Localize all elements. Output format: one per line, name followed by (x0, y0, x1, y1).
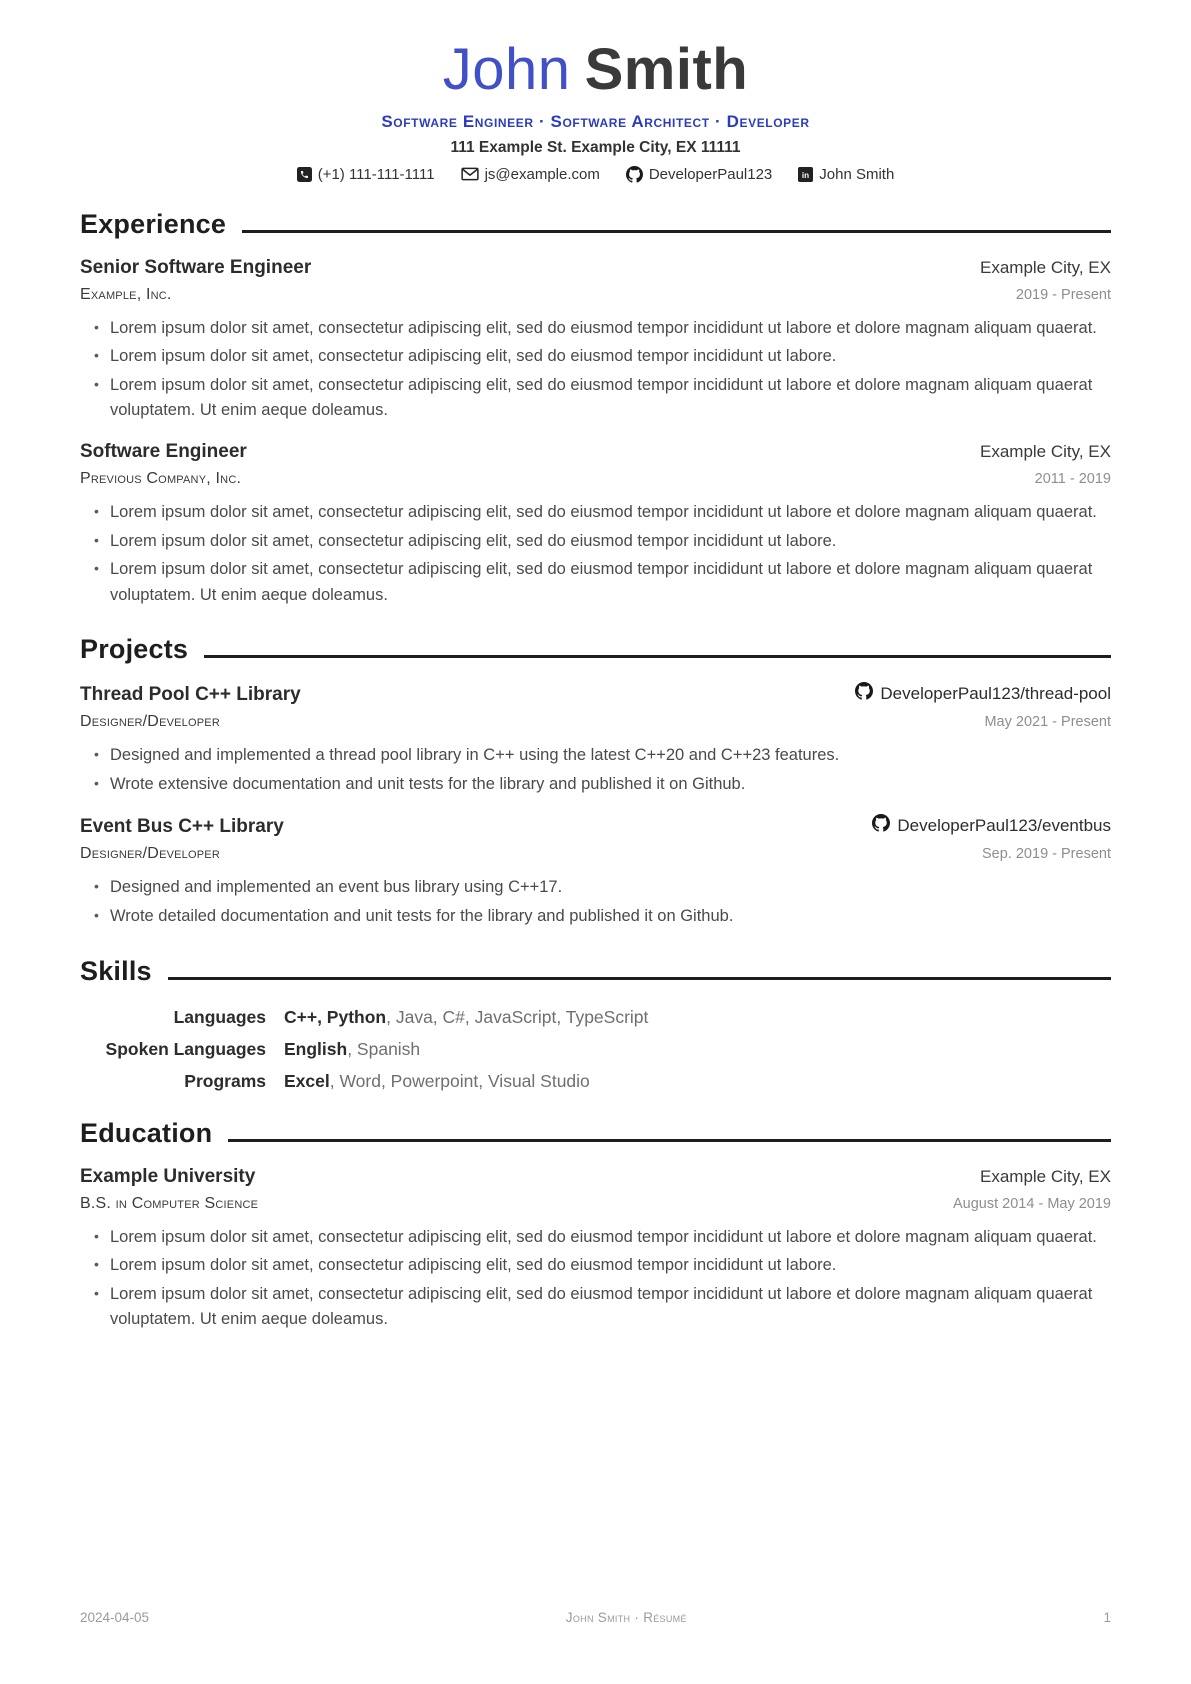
job-title: Senior Software Engineer (80, 256, 312, 278)
svg-text:in: in (802, 170, 810, 180)
skills-section (80, 956, 1111, 1092)
phone-contact[interactable] (297, 166, 435, 183)
experience-heading: Experience (80, 208, 227, 239)
footer-date: 2024-04-05 (80, 1610, 150, 1625)
contact-row (80, 166, 1111, 183)
skill-values (284, 1007, 648, 1028)
projects-section (80, 634, 1111, 929)
job-dates: 2011 - 2019 (1034, 471, 1111, 488)
skill-category-label: Spoken Languages (105, 1038, 266, 1059)
project-bullet-list (80, 875, 1111, 929)
phone-number: (+1) 111-111-1111 (317, 165, 435, 183)
degree-name: B.S. in Computer Science (80, 1194, 259, 1212)
education-dates: August 2014 - May 2019 (953, 1195, 1111, 1212)
job-location: Example City, EX (979, 257, 1111, 277)
page-footer (80, 1610, 1111, 1625)
section-rule (228, 1139, 1111, 1142)
github-icon (626, 166, 643, 183)
project-bullet: • Designed and implemented a thread pool library in C++ using the latest C++20 and C++23 features. (80, 743, 1111, 769)
repo-path: DeveloperPaul123/eventbus (897, 815, 1111, 835)
education-heading-row (80, 1118, 1111, 1149)
footer-page-number: 1 (1103, 1610, 1111, 1625)
skill-rest: , Java, C#, JavaScript, TypeScript (386, 1006, 649, 1027)
school-name: Example University (80, 1165, 256, 1187)
footer-title: John Smith · Résumé (565, 1610, 687, 1625)
company-name: Example, Inc. (80, 285, 172, 303)
skill-highlight: English (284, 1038, 348, 1059)
github-icon (855, 682, 873, 705)
project-bullet: • Designed and implemented an event bus library using C++17. (80, 875, 1111, 901)
skills-heading: Skills (80, 955, 152, 986)
candidate-name (80, 38, 1111, 102)
first-name: John (442, 37, 571, 102)
experience-section (80, 209, 1111, 609)
email-address: js@example.com (484, 165, 600, 183)
repo-path: DeveloperPaul123/thread-pool (880, 683, 1111, 703)
section-rule (168, 977, 1111, 980)
project-bullet: • Wrote detailed documentation and unit tests for the library and published it on Github. (80, 904, 1111, 930)
job-bullet: • Lorem ipsum dolor sit amet, consectetur adipiscing elit, sed do eiusmod tempor incididunt ut labore. (80, 529, 1111, 555)
project-title: Thread Pool C++ Library (80, 684, 301, 706)
project-role: Designer/Developer (80, 713, 220, 731)
skill-rest: , Spanish (347, 1038, 421, 1059)
project-bullet-list (80, 743, 1111, 797)
job-bullet: • Lorem ipsum dolor sit amet, consectetur adipiscing elit, sed do eiusmod tempor incididunt ut labore et dolore magnam aliquam quaerat voluptatem. Ut enim aeque doleamus. (80, 557, 1111, 608)
skills-row (80, 1007, 1111, 1028)
project-entry (80, 682, 1111, 797)
education-bullet: • Lorem ipsum dolor sit amet, consectetur adipiscing elit, sed do eiusmod tempor incididunt ut labore et dolore magnam aliquam quaerat. (80, 1225, 1111, 1251)
projects-heading: Projects (80, 634, 189, 665)
education-section (80, 1118, 1111, 1333)
education-heading: Education (80, 1117, 213, 1148)
last-name: Smith (584, 37, 749, 102)
skill-values (284, 1039, 420, 1060)
job-bullet-list (80, 500, 1111, 608)
project-repo-link[interactable] (855, 682, 1111, 705)
skill-category-label: Languages (173, 1006, 266, 1027)
experience-heading-row (80, 209, 1111, 240)
project-title: Event Bus C++ Library (80, 816, 284, 838)
skill-highlight: Excel (284, 1070, 330, 1091)
section-rule (242, 230, 1111, 233)
email-icon (461, 167, 479, 181)
github-icon (872, 814, 890, 837)
phone-icon (297, 167, 312, 182)
linkedin-name: John Smith (819, 165, 895, 183)
project-dates: Sep. 2019 - Present (982, 846, 1111, 863)
experience-entry (80, 257, 1111, 424)
resume-header (80, 38, 1111, 183)
tagline: Software Engineer · Software Architect · Developer (381, 111, 810, 131)
project-repo-link[interactable] (872, 814, 1111, 837)
email-contact[interactable] (461, 166, 600, 183)
linkedin-icon (798, 167, 813, 182)
education-bullet: • Lorem ipsum dolor sit amet, consectetur adipiscing elit, sed do eiusmod tempor incididunt ut labore. (80, 1253, 1111, 1279)
skills-heading-row (80, 956, 1111, 987)
job-bullet-list (80, 316, 1111, 424)
project-dates: May 2021 - Present (984, 714, 1111, 731)
job-bullet: • Lorem ipsum dolor sit amet, consectetur adipiscing elit, sed do eiusmod tempor incididunt ut labore et dolore magnam aliquam quaerat. (80, 500, 1111, 526)
projects-heading-row (80, 634, 1111, 665)
skill-highlight: C++, Python (284, 1006, 387, 1027)
project-bullet: • Wrote extensive documentation and unit tests for the library and published it on Github. (80, 772, 1111, 798)
job-bullet: • Lorem ipsum dolor sit amet, consectetur adipiscing elit, sed do eiusmod tempor incididunt ut labore et dolore magnam aliquam quaerat. (80, 316, 1111, 342)
education-bullet: • Lorem ipsum dolor sit amet, consectetur adipiscing elit, sed do eiusmod tempor incididunt ut labore et dolore magnam aliquam quaerat voluptatem. Ut enim aeque doleamus. (80, 1282, 1111, 1333)
experience-entry (80, 441, 1111, 608)
project-role: Designer/Developer (80, 845, 220, 863)
skills-table (80, 1007, 1111, 1092)
skills-row (80, 1071, 1111, 1092)
education-entry (80, 1166, 1111, 1333)
skill-rest: , Word, Powerpoint, Visual Studio (329, 1070, 590, 1091)
skill-values (284, 1071, 590, 1092)
address: 111 Example St. Example City, EX 11111 (450, 138, 741, 156)
github-username: DeveloperPaul123 (648, 165, 773, 183)
section-rule (204, 655, 1111, 658)
job-bullet: • Lorem ipsum dolor sit amet, consectetur adipiscing elit, sed do eiusmod tempor incididunt ut labore et dolore magnam aliquam quaerat voluptatem. Ut enim aeque doleamus. (80, 373, 1111, 424)
skills-row (80, 1039, 1111, 1060)
job-location: Example City, EX (979, 442, 1111, 462)
job-title: Software Engineer (80, 441, 247, 463)
education-bullet-list (80, 1225, 1111, 1333)
github-contact[interactable] (626, 166, 772, 183)
project-entry (80, 814, 1111, 929)
school-location: Example City, EX (979, 1166, 1111, 1186)
linkedin-contact[interactable] (798, 166, 894, 183)
skill-category-label: Programs (184, 1070, 266, 1091)
company-name: Previous Company, Inc. (80, 470, 242, 488)
job-bullet: • Lorem ipsum dolor sit amet, consectetur adipiscing elit, sed do eiusmod tempor incididunt ut labore. (80, 344, 1111, 370)
job-dates: 2019 - Present (1015, 286, 1111, 303)
